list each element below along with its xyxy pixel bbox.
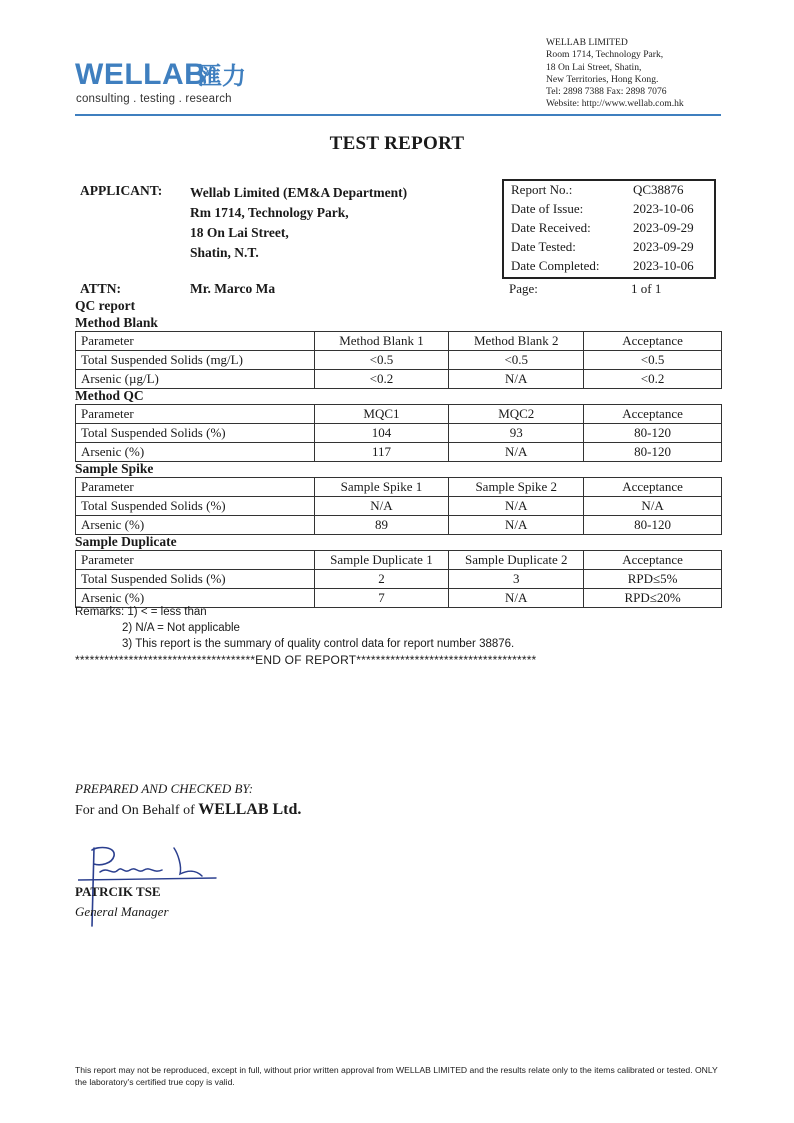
- applicant-line: Shatin, N.T.: [190, 245, 259, 260]
- report-info-label: Date Tested:: [511, 239, 576, 254]
- column-header: Method Blank 1: [314, 332, 449, 351]
- sample-duplicate-table: [75, 550, 722, 608]
- table-row: [76, 516, 722, 535]
- report-info-label: Report No.:: [511, 182, 573, 197]
- table-header-row: [76, 551, 722, 570]
- report-info-value: 2023-09-29: [633, 220, 694, 235]
- table-cell: 93: [449, 424, 584, 443]
- company-line: Room 1714, Technology Park,: [546, 49, 664, 61]
- table-cell: N/A: [314, 497, 449, 516]
- remark-line: 3) This report is the summary of quality control data for report number 38876.: [122, 638, 515, 650]
- section-title-sample-duplicate: Sample Duplicate: [75, 534, 177, 549]
- applicant-address: [190, 183, 407, 263]
- company-line: Tel: 2898 7388 Fax: 2898 7076: [546, 86, 667, 98]
- signatory-name: PATRCIK TSE: [75, 884, 161, 899]
- table-row: [76, 370, 722, 389]
- company-address-block: [546, 37, 684, 111]
- column-header: Acceptance: [584, 405, 722, 424]
- report-info-box: [502, 179, 716, 279]
- report-info-label: Date of Issue:: [511, 201, 584, 216]
- table-cell: 7: [314, 589, 449, 608]
- report-info-label: Date Received:: [511, 220, 591, 235]
- applicant-line: 18 On Lai Street,: [190, 225, 289, 240]
- table-cell: Arsenic (µg/L): [76, 370, 315, 389]
- company-logo-text: WELLAB: [75, 58, 207, 91]
- table-cell: N/A: [584, 497, 722, 516]
- table-cell: Total Suspended Solids (%): [76, 570, 315, 589]
- method-blank-table: [75, 331, 722, 389]
- prepared-label: PREPARED AND CHECKED BY:: [75, 781, 254, 796]
- table-header-row: [76, 332, 722, 351]
- table-cell: N/A: [449, 589, 584, 608]
- report-info-value: 2023-10-06: [633, 258, 694, 273]
- remark-line: Remarks: 1) < = less than: [75, 606, 207, 618]
- table-cell: 80-120: [584, 516, 722, 535]
- sample-spike-table: [75, 477, 722, 535]
- table-cell: 89: [314, 516, 449, 535]
- report-info-value: QC38876: [633, 182, 684, 197]
- end-of-report: *************************************END OF REPORT*************************************: [75, 653, 537, 667]
- table-row: [76, 351, 722, 370]
- header-divider: [75, 114, 721, 116]
- table-row: [76, 424, 722, 443]
- page-title: TEST REPORT: [329, 133, 465, 154]
- method-qc-table: [75, 404, 722, 462]
- page-number: 1 of 1: [631, 281, 662, 296]
- table-cell: <0.5: [449, 351, 584, 370]
- table-cell: Arsenic (%): [76, 516, 315, 535]
- column-header: Sample Duplicate 2: [449, 551, 584, 570]
- table-cell: Total Suspended Solids (mg/L): [76, 351, 315, 370]
- table-cell: <0.2: [314, 370, 449, 389]
- page-label: Page:: [509, 281, 538, 296]
- company-line: 18 On Lai Street, Shatin,: [546, 61, 642, 73]
- table-cell: 80-120: [584, 424, 722, 443]
- signatory-title: General Manager: [75, 904, 169, 919]
- footer-disclaimer: This report may not be reproduced, except in full, without prior written approval from WELLAB LIMITED and the results relate only to the items calibrated or tested. ONLY the laboratory's certified true copy is valid.: [75, 1065, 718, 1087]
- table-cell: N/A: [449, 516, 584, 535]
- table-cell: RPD≤5%: [584, 570, 722, 589]
- behalf-company: WELLAB Ltd.: [198, 801, 302, 818]
- company-line: WELLAB LIMITED: [546, 37, 628, 48]
- column-header: MQC2: [449, 405, 584, 424]
- company-line: New Territories, Hong Kong.: [546, 73, 659, 85]
- applicant-line: Wellab Limited (EM&A Department): [190, 185, 408, 200]
- qc-report-title: QC report: [75, 298, 136, 313]
- table-cell: RPD≤20%: [584, 589, 722, 608]
- report-info-row: [504, 239, 714, 258]
- remarks: [75, 604, 514, 652]
- company-line: Website: http://www.wellab.com.hk: [546, 98, 684, 110]
- table-cell: <0.5: [314, 351, 449, 370]
- table-cell: Arsenic (%): [76, 443, 315, 462]
- applicant-line: Rm 1714, Technology Park,: [190, 205, 349, 220]
- report-info-row: [504, 201, 714, 220]
- column-header: Sample Spike 1: [314, 478, 449, 497]
- table-cell: N/A: [449, 370, 584, 389]
- column-header: Acceptance: [584, 332, 722, 351]
- table-cell: 3: [449, 570, 584, 589]
- behalf-line: [75, 801, 301, 819]
- report-info-value: 2023-10-06: [633, 201, 694, 216]
- company-logo-chinese: 匯力: [198, 62, 246, 90]
- behalf-prefix: For and On Behalf of: [75, 803, 195, 818]
- column-header: Parameter: [76, 551, 315, 570]
- column-header: Parameter: [76, 332, 315, 351]
- table-row: [76, 570, 722, 589]
- table-cell: Arsenic (%): [76, 589, 315, 608]
- table-cell: 117: [314, 443, 449, 462]
- column-header: MQC1: [314, 405, 449, 424]
- table-header-row: [76, 478, 722, 497]
- column-header: Sample Spike 2: [449, 478, 584, 497]
- attn-value: Mr. Marco Ma: [190, 281, 276, 296]
- report-info-row: [504, 182, 714, 201]
- column-header: Sample Duplicate 1: [314, 551, 449, 570]
- company-tagline: consulting . testing . research: [76, 93, 232, 105]
- column-header: Method Blank 2: [449, 332, 584, 351]
- table-cell: 80-120: [584, 443, 722, 462]
- section-title-sample-spike: Sample Spike: [75, 461, 154, 476]
- table-cell: N/A: [449, 443, 584, 462]
- table-cell: Total Suspended Solids (%): [76, 497, 315, 516]
- remark-line: 2) N/A = Not applicable: [122, 622, 240, 634]
- table-cell: 2: [314, 570, 449, 589]
- report-info-label: Date Completed:: [511, 258, 600, 273]
- table-cell: <0.5: [584, 351, 722, 370]
- table-cell: <0.2: [584, 370, 722, 389]
- table-header-row: [76, 405, 722, 424]
- section-title-method-blank: Method Blank: [75, 315, 158, 330]
- column-header: Acceptance: [584, 551, 722, 570]
- table-cell: 104: [314, 424, 449, 443]
- report-info-row: [504, 258, 714, 277]
- table-cell: N/A: [449, 497, 584, 516]
- table-cell: Total Suspended Solids (%): [76, 424, 315, 443]
- column-header: Parameter: [76, 405, 315, 424]
- table-row: [76, 443, 722, 462]
- report-info-value: 2023-09-29: [633, 239, 694, 254]
- section-title-method-qc: Method QC: [75, 388, 144, 403]
- table-row: [76, 497, 722, 516]
- report-info-row: [504, 220, 714, 239]
- attn-label: ATTN:: [80, 281, 122, 296]
- applicant-label: APPLICANT:: [80, 183, 163, 198]
- column-header: Parameter: [76, 478, 315, 497]
- column-header: Acceptance: [584, 478, 722, 497]
